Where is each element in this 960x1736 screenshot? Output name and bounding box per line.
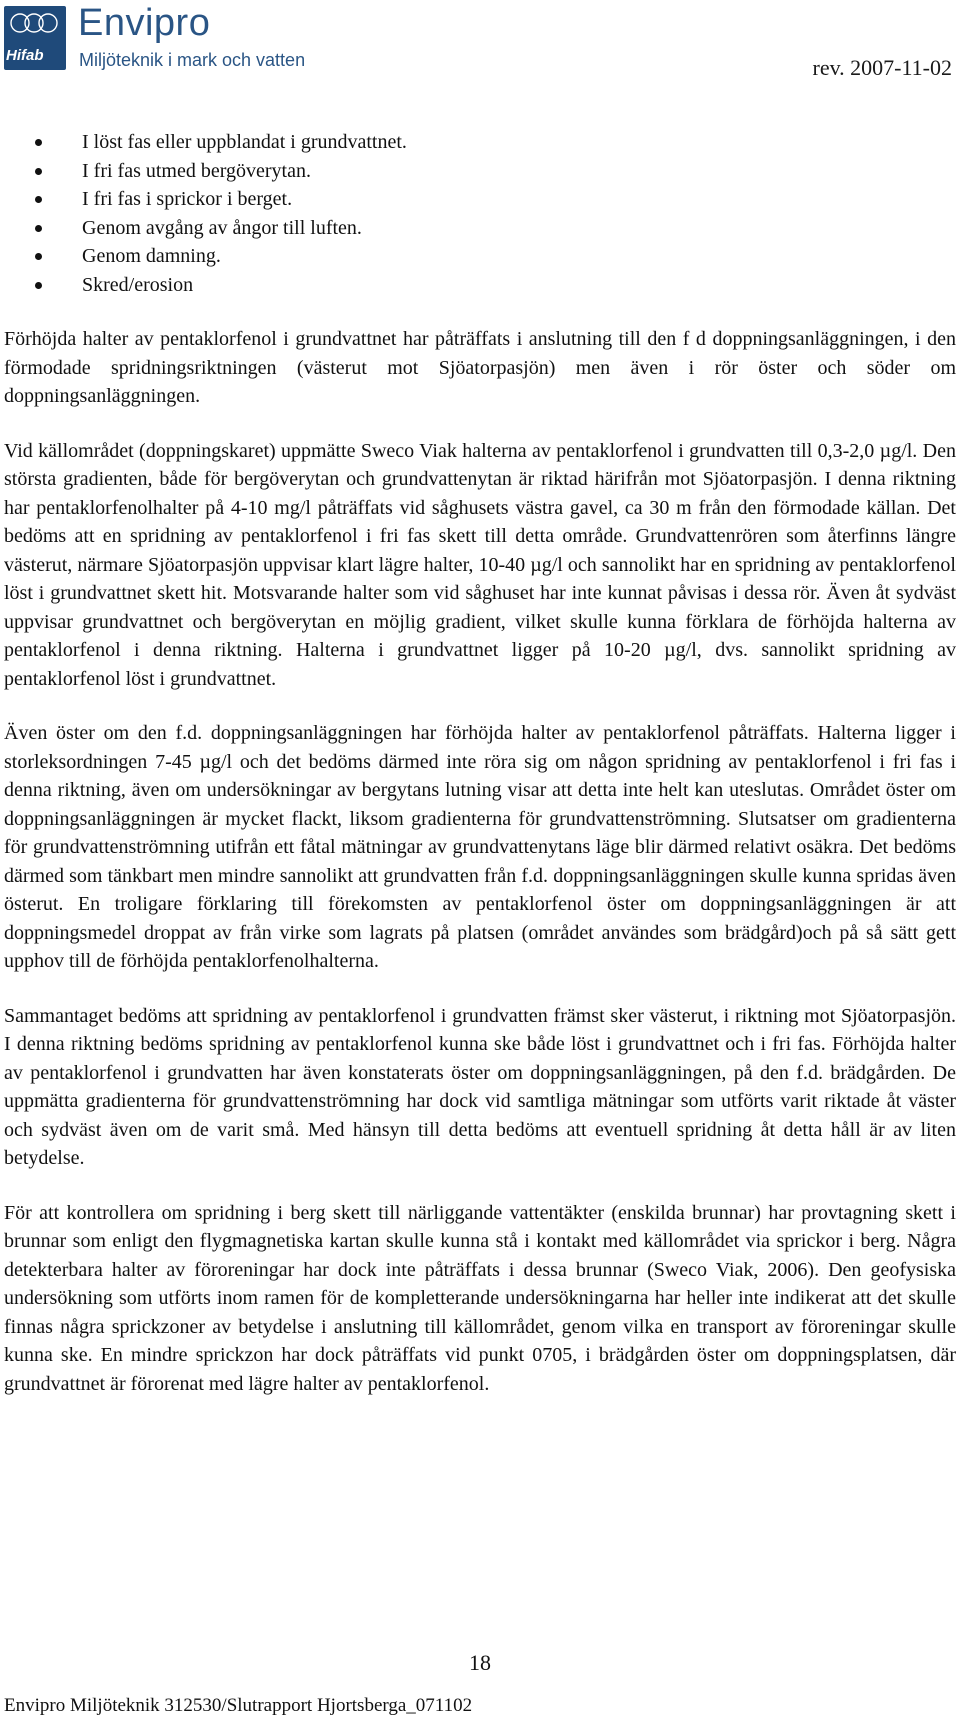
paragraph: Även öster om den f.d. doppningsanläggningen har förhöjda halter av pentaklorfenol påträffats. Halterna ligger i storleksordningen 7-45 µg/l och det bedöms därmed inte röra sig om någon spridning av pentaklorfenol i fri fas i denna riktning, även om undersökningar av bergytans lutning visar att detta inte helt kan uteslutas. Området öster om doppningsanläggningen är mycket flackt, liksom gradienterna för grundvattenströmning. Slutsatser om gradienterna för grundvattenströmning utifrån ett fåtal mätningar av grundvattenytans läge blir därmed relativt osäkra. Det bedöms därmed som tänkbart men mindre sannolikt att grundvatten från f.d. doppningsanläggningen skulle kunna spridas även österut. En troligare förklaring till förekomsten av pentaklorfenol öster om doppningsanläggningen är att doppningsmedel droppat av från virke som lagrats på platsen (området användes som brädgård)och på så sätt gett upphov till de förhöjda pentaklorfenolhalterna. bbox=[4, 722, 956, 972]
bullet-icon bbox=[35, 196, 42, 203]
list-item-text: I fri fas utmed bergöverytan. bbox=[82, 159, 311, 182]
logo-text: Hifab bbox=[6, 47, 44, 64]
list-item bbox=[4, 214, 956, 243]
list-item-text: Skred/erosion bbox=[82, 273, 194, 296]
bullet-list bbox=[4, 128, 956, 299]
brand-tagline: Miljöteknik i mark och vatten bbox=[79, 50, 306, 70]
revision-date: rev. 2007-11-02 bbox=[812, 55, 952, 80]
paragraph: Sammantaget bedöms att spridning av pentaklorfenol i grundvatten främst sker västerut, i riktning mot Sjöatorpasjön. I denna riktning bedöms spridning av pentaklorfenol kunna ske både löst i grundvattnet och i fri fas. Förhöjda halter av pentaklorfenol i grundvatten har även konstaterats öster om doppningsanläggningen, på den f.d. brädgården. De uppmätta gradienterna för grundvattenströmning har dock vid samtliga mätningar som utförts varit riktade åt väster och sydväst även om de varit små. Med hänsyn till detta bedöms att eventuell spridning åt detta håll är av liten betydelse. bbox=[4, 1004, 956, 1169]
footer-reference: Envipro Miljöteknik 312530/Slutrapport Hjortsberga_071102 bbox=[4, 1695, 473, 1716]
list-item-text: Genom avgång av ångor till luften. bbox=[82, 216, 362, 239]
bullet-icon bbox=[35, 282, 42, 289]
paragraph: Förhöjda halter av pentaklorfenol i grundvattnet har påträffats i anslutning till den f d doppningsanläggningen, i den förmodade spridningsriktningen (västerut mot Sjöatorpasjön) men även i rör öster och söder om doppningsanläggningen. bbox=[4, 328, 956, 407]
list-item bbox=[4, 271, 956, 300]
brand-name: Envipro bbox=[78, 2, 211, 44]
list-item bbox=[4, 157, 956, 186]
bullet-icon bbox=[35, 253, 42, 260]
list-item bbox=[4, 128, 956, 157]
paragraph: Vid källområdet (doppningskaret) uppmätte Sweco Viak halterna av pentaklorfenol i grundvatten till 0,3-2,0 µg/l. Den största gradienten, både för bergöverytan och grundvattenytan är riktad härifrån mot Sjöatorpasjön. I denna riktning har pentaklorfenolhalter på 4-10 mg/l påträffats vid såghusets västra gavel, ca 30 m från den förmodade källan. Det bedöms att en spridning av pentaklorfenol i fri fas skett till detta område. Grundvattenrören som återfinns längre västerut, närmare Sjöatorpasjön uppvisar klart lägre halter, 10-40 µg/l och sannolikt har en spridning av pentaklorfenol löst i grundvattnet skett hit. Motsvarande halter som vid såghuset har inte kunnat påvisas i dessa rör. Även åt sydväst uppvisar grundvattnet och bergöverytan en möjlig gradient, vilket skulle kunna förklara de förhöjda halterna av pentaklorfenol i denna riktning. Halterna i grundvattnet ligger på 10-20 µg/l, dvs. sannolikt spridning av pentaklorfenol löst i grundvattnet. bbox=[4, 439, 956, 690]
list-item-text: I löst fas eller uppblandat i grundvattnet. bbox=[82, 131, 407, 153]
document-body bbox=[4, 128, 956, 1398]
page-number: 18 bbox=[469, 1650, 491, 1675]
list-item bbox=[4, 185, 956, 214]
page-header bbox=[0, 0, 960, 80]
list-item-text: I fri fas i sprickor i berget. bbox=[82, 188, 293, 210]
list-item bbox=[4, 242, 956, 271]
hifab-logo bbox=[4, 6, 66, 70]
bullet-icon bbox=[35, 225, 42, 232]
list-item-text: Genom damning. bbox=[82, 245, 221, 267]
bullet-icon bbox=[35, 139, 42, 146]
bullet-icon bbox=[35, 168, 42, 175]
paragraph: För att kontrollera om spridning i berg skett till närliggande vattentäkter (enskilda brunnar) har provtagning skett i brunnar som enligt den flygmagnetiska kartan skulle kunna stå i kontakt med källområdet via sprickor i berg. Några detekterbara halter av föroreningar har dock inte påträffats i dessa brunnar (Sweco Viak, 2006). Den geofysiska undersökning som utförts inom ramen för de kompletterande undersökningarna har heller inte indikerat att det skulle finnas några sprickzoner av betydelse i anslutning till källområdet, genom vilka en transport av föroreningar skulle kunna ske. En mindre sprickzon har dock påträffats vid punkt 0705, i brädgården öster om doppningsplatsen, där grundvattnet är förorenat med lägre halter av pentaklorfenol. bbox=[4, 1201, 956, 1395]
logo-circles-icon bbox=[10, 10, 58, 36]
